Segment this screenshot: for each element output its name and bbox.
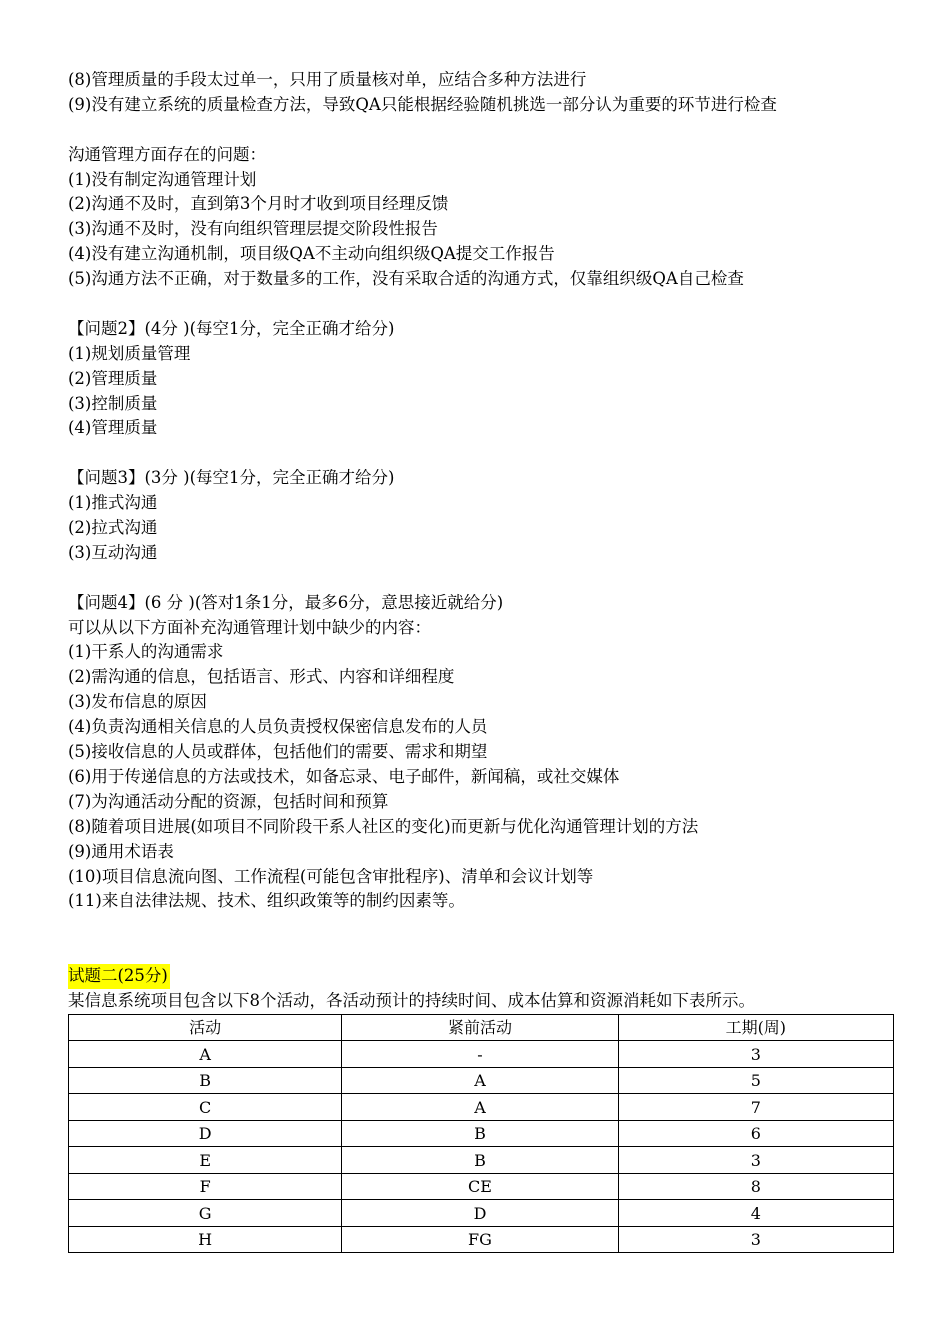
column-header-duration: 工期(周) [618, 1014, 893, 1041]
document-page [68, 68, 898, 1253]
cell-predecessor: - [342, 1041, 618, 1068]
communication-issues-section [68, 143, 898, 292]
activity-table [68, 1014, 894, 1254]
cell-predecessor: A [342, 1094, 618, 1121]
cell-predecessor: B [342, 1147, 618, 1174]
text-line: (1)没有制定沟通管理计划 [68, 169, 257, 189]
cell-duration: 8 [618, 1173, 893, 1200]
cell-predecessor: FG [342, 1226, 618, 1253]
text-line: (3)沟通不及时，没有向组织管理层提交阶段性报告 [68, 219, 438, 239]
answer-line: (11)来自法律法规、技术、组织政策等的制约因素等。 [68, 891, 465, 911]
cell-activity: A [69, 1041, 342, 1068]
cell-activity: F [69, 1173, 342, 1200]
cell-duration: 5 [618, 1067, 893, 1094]
text-line: (4)没有建立沟通机制，项目级QA不主动向组织级QA提交工作报告 [68, 244, 555, 264]
cell-duration: 3 [618, 1041, 893, 1068]
cell-predecessor: D [342, 1200, 618, 1227]
answer-line: (1)干系人的沟通需求 [68, 642, 224, 662]
question-4-section [68, 591, 898, 915]
answer-line: (2)管理质量 [68, 368, 158, 388]
text-line: (5)沟通方法不正确，对于数量多的工作，没有采取合适的沟通方式，仅靠组织级QA自己检查 [68, 269, 744, 289]
cell-duration: 3 [618, 1147, 893, 1174]
answer-line: (3)互动沟通 [68, 542, 158, 562]
table-row [69, 1200, 894, 1227]
text-line: (2)沟通不及时，直到第3个月时才收到项目经理反馈 [68, 194, 449, 214]
column-header-predecessor: 紧前活动 [342, 1014, 618, 1041]
cell-duration: 6 [618, 1120, 893, 1147]
text-line: (9)没有建立系统的质量检查方法，导致QA只能根据经验随机挑选一部分认为重要的环节进行检查 [68, 94, 777, 114]
cell-duration: 7 [618, 1094, 893, 1121]
exam-2-section [68, 964, 898, 1253]
cell-activity: B [69, 1067, 342, 1094]
answer-line: (5)接收信息的人员或群体，包括他们的需要、需求和期望 [68, 742, 488, 762]
answer-line: (9)通用术语表 [68, 841, 174, 861]
table-row [69, 1094, 894, 1121]
cell-activity: E [69, 1147, 342, 1174]
answer-line: (2)需沟通的信息，包括语言、形式、内容和详细程度 [68, 667, 455, 687]
cell-activity: C [69, 1094, 342, 1121]
section-title: 沟通管理方面存在的问题： [68, 144, 266, 164]
answer-line: (3)控制质量 [68, 393, 158, 413]
answer-line: (1)规划质量管理 [68, 343, 191, 363]
cell-duration: 4 [618, 1200, 893, 1227]
exam-intro: 某信息系统项目包含以下8个活动，各活动预计的持续时间、成本估算和资源消耗如下表所示。 [68, 990, 755, 1010]
intro-line: 可以从以下方面补充沟通管理计划中缺少的内容： [68, 617, 431, 637]
cell-activity: G [69, 1200, 342, 1227]
answer-line: (6)用于传递信息的方法或技术，如备忘录、电子邮件，新闻稿，或社交媒体 [68, 766, 620, 786]
table-row [69, 1147, 894, 1174]
question-title: 【问题3】(3分 )(每空1分，完全正确才给分) [68, 468, 395, 488]
exam-heading-text: 试题二(25分) [68, 964, 170, 989]
question-title: 【问题2】(4分 )(每空1分，完全正确才给分) [68, 318, 395, 338]
quality-issues-continued [68, 68, 898, 118]
cell-activity: D [69, 1120, 342, 1147]
question-2-section [68, 317, 898, 441]
answer-line: (7)为沟通活动分配的资源，包括时间和预算 [68, 791, 389, 811]
cell-predecessor: B [342, 1120, 618, 1147]
table-row [69, 1226, 894, 1253]
answer-line: (2)拉式沟通 [68, 518, 158, 538]
answer-line: (4)管理质量 [68, 418, 158, 438]
cell-activity: H [69, 1226, 342, 1253]
answer-line: (3)发布信息的原因 [68, 692, 207, 712]
table-row [69, 1041, 894, 1068]
table-row [69, 1120, 894, 1147]
exam-heading [68, 964, 898, 989]
text-line: (8)管理质量的手段太过单一，只用了质量核对单，应结合多种方法进行 [68, 70, 587, 89]
answer-line: (1)推式沟通 [68, 493, 158, 513]
table-row [69, 1173, 894, 1200]
cell-predecessor: A [342, 1067, 618, 1094]
table-row [69, 1067, 894, 1094]
answer-line: (10)项目信息流向图、工作流程(可能包含审批程序)、清单和会议计划等 [68, 866, 594, 886]
question-3-section [68, 466, 898, 566]
answer-line: (8)随着项目进展(如项目不同阶段干系人社区的变化)而更新与优化沟通管理计划的方法 [68, 816, 699, 836]
column-header-activity: 活动 [69, 1014, 342, 1041]
table-header-row [69, 1014, 894, 1041]
question-title: 【问题4】(6 分 )(答对1条1分，最多6分，意思接近就给分) [68, 592, 504, 612]
cell-predecessor: CE [342, 1173, 618, 1200]
cell-duration: 3 [618, 1226, 893, 1253]
answer-line: (4)负责沟通相关信息的人员负责授权保密信息发布的人员 [68, 717, 488, 737]
